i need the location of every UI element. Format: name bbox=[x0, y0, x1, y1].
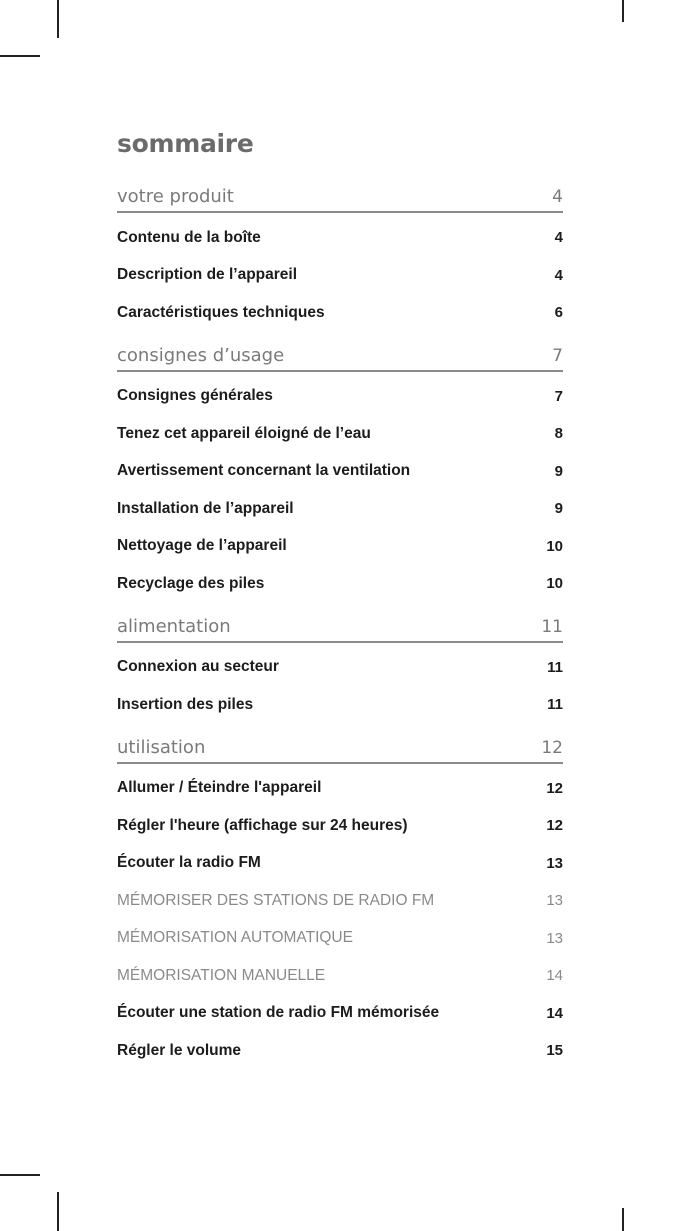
toc-entry[interactable] bbox=[117, 565, 563, 603]
toc-entry[interactable] bbox=[117, 528, 563, 566]
toc-entry[interactable] bbox=[117, 649, 563, 687]
entry-page-number: 9 bbox=[554, 462, 563, 480]
entry-label: Description de l’appareil bbox=[117, 266, 298, 284]
crop-mark-top-left-vertical bbox=[57, 0, 59, 38]
section-heading[interactable] bbox=[117, 734, 563, 764]
toc-entry[interactable] bbox=[117, 219, 563, 257]
toc-entry[interactable] bbox=[117, 770, 563, 808]
toc-entry[interactable] bbox=[117, 415, 563, 453]
section-heading[interactable] bbox=[117, 342, 563, 372]
entry-page-number: 15 bbox=[546, 1042, 563, 1060]
entry-label: Connexion au secteur bbox=[117, 658, 279, 676]
entry-label: MÉMORISER DES STATIONS DE RADIO FM bbox=[117, 891, 435, 909]
toc-subentry[interactable] bbox=[117, 920, 563, 958]
entry-page-number: 11 bbox=[547, 658, 563, 676]
entry-page-number: 8 bbox=[554, 425, 563, 443]
crop-mark-bottom-right-vertical bbox=[622, 1208, 624, 1231]
crop-mark-top-right-vertical bbox=[622, 0, 624, 22]
entry-page-number: 6 bbox=[554, 304, 563, 322]
entry-label: Avertissement concernant la ventilation bbox=[117, 462, 411, 480]
toc-entry[interactable] bbox=[117, 453, 563, 491]
entry-label: Caractéristiques techniques bbox=[117, 303, 325, 321]
entry-label: Nettoyage de l’appareil bbox=[117, 537, 287, 555]
toc-entry[interactable] bbox=[117, 378, 563, 416]
entry-page-number: 7 bbox=[554, 387, 563, 405]
toc-entry[interactable] bbox=[117, 490, 563, 528]
toc-subentry[interactable] bbox=[117, 882, 563, 920]
section-heading-label: votre produit bbox=[117, 186, 234, 207]
section-page-number: 7 bbox=[552, 345, 563, 366]
toc-entry[interactable] bbox=[117, 807, 563, 845]
table-of-contents bbox=[117, 126, 563, 1080]
crop-mark-bottom-left-horizontal bbox=[0, 1174, 40, 1176]
entry-page-number: 9 bbox=[554, 500, 563, 518]
toc-entry[interactable] bbox=[117, 257, 563, 295]
toc-subentry[interactable] bbox=[117, 957, 563, 995]
entry-label: Insertion des piles bbox=[117, 695, 254, 713]
entry-page-number: 14 bbox=[546, 967, 563, 985]
entry-label: Écouter une station de radio FM mémorisée bbox=[117, 1004, 440, 1022]
entry-label: Allumer / Éteindre l'appareil bbox=[117, 779, 322, 797]
section-heading-label: alimentation bbox=[117, 615, 231, 637]
entry-page-number: 4 bbox=[554, 229, 563, 247]
toc-section bbox=[117, 613, 563, 724]
section-page-number: 4 bbox=[552, 187, 563, 207]
entry-label: Recyclage des piles bbox=[117, 574, 265, 592]
entry-label: MÉMORISATION MANUELLE bbox=[117, 966, 326, 984]
toc-entry[interactable] bbox=[117, 294, 563, 332]
entry-page-number: 12 bbox=[546, 817, 563, 835]
entry-page-number: 13 bbox=[546, 892, 563, 910]
entry-page-number: 10 bbox=[546, 575, 563, 593]
crop-mark-top-left-horizontal bbox=[0, 55, 40, 57]
section-heading[interactable] bbox=[117, 183, 563, 213]
entry-label: MÉMORISATION AUTOMATIQUE bbox=[117, 929, 353, 947]
toc-entry[interactable] bbox=[117, 686, 563, 724]
entry-label: Écouter la radio FM bbox=[117, 854, 261, 872]
toc-section bbox=[117, 183, 563, 332]
toc-entry[interactable] bbox=[117, 995, 563, 1033]
entry-page-number: 10 bbox=[546, 537, 563, 555]
section-page-number: 11 bbox=[541, 616, 563, 637]
toc-entry[interactable] bbox=[117, 845, 563, 883]
entry-label: Régler l'heure (affichage sur 24 heures) bbox=[117, 816, 408, 834]
entry-page-number: 4 bbox=[554, 266, 563, 284]
section-heading-label: consignes d’usage bbox=[117, 344, 285, 366]
entry-page-number: 14 bbox=[546, 1004, 563, 1022]
section-heading-label: utilisation bbox=[117, 736, 206, 758]
entry-label: Tenez cet appareil éloigné de l’eau bbox=[117, 424, 371, 442]
entry-label: Installation de l’appareil bbox=[117, 499, 294, 517]
section-page-number: 12 bbox=[541, 737, 563, 758]
section-heading[interactable] bbox=[117, 613, 563, 643]
entry-page-number: 13 bbox=[546, 854, 563, 872]
toc-title: sommaire bbox=[117, 129, 254, 158]
crop-mark-bottom-left-vertical bbox=[57, 1192, 59, 1231]
entry-page-number: 13 bbox=[546, 929, 563, 947]
entry-label: Régler le volume bbox=[117, 1041, 242, 1059]
toc-section bbox=[117, 734, 563, 1070]
entry-label: Contenu de la boîte bbox=[117, 228, 261, 246]
entry-page-number: 11 bbox=[547, 696, 563, 714]
toc-section bbox=[117, 342, 563, 603]
entry-page-number: 12 bbox=[546, 779, 563, 797]
toc-entry[interactable] bbox=[117, 1032, 563, 1070]
entry-label: Consignes générales bbox=[117, 387, 273, 405]
toc-sections bbox=[117, 183, 563, 1070]
